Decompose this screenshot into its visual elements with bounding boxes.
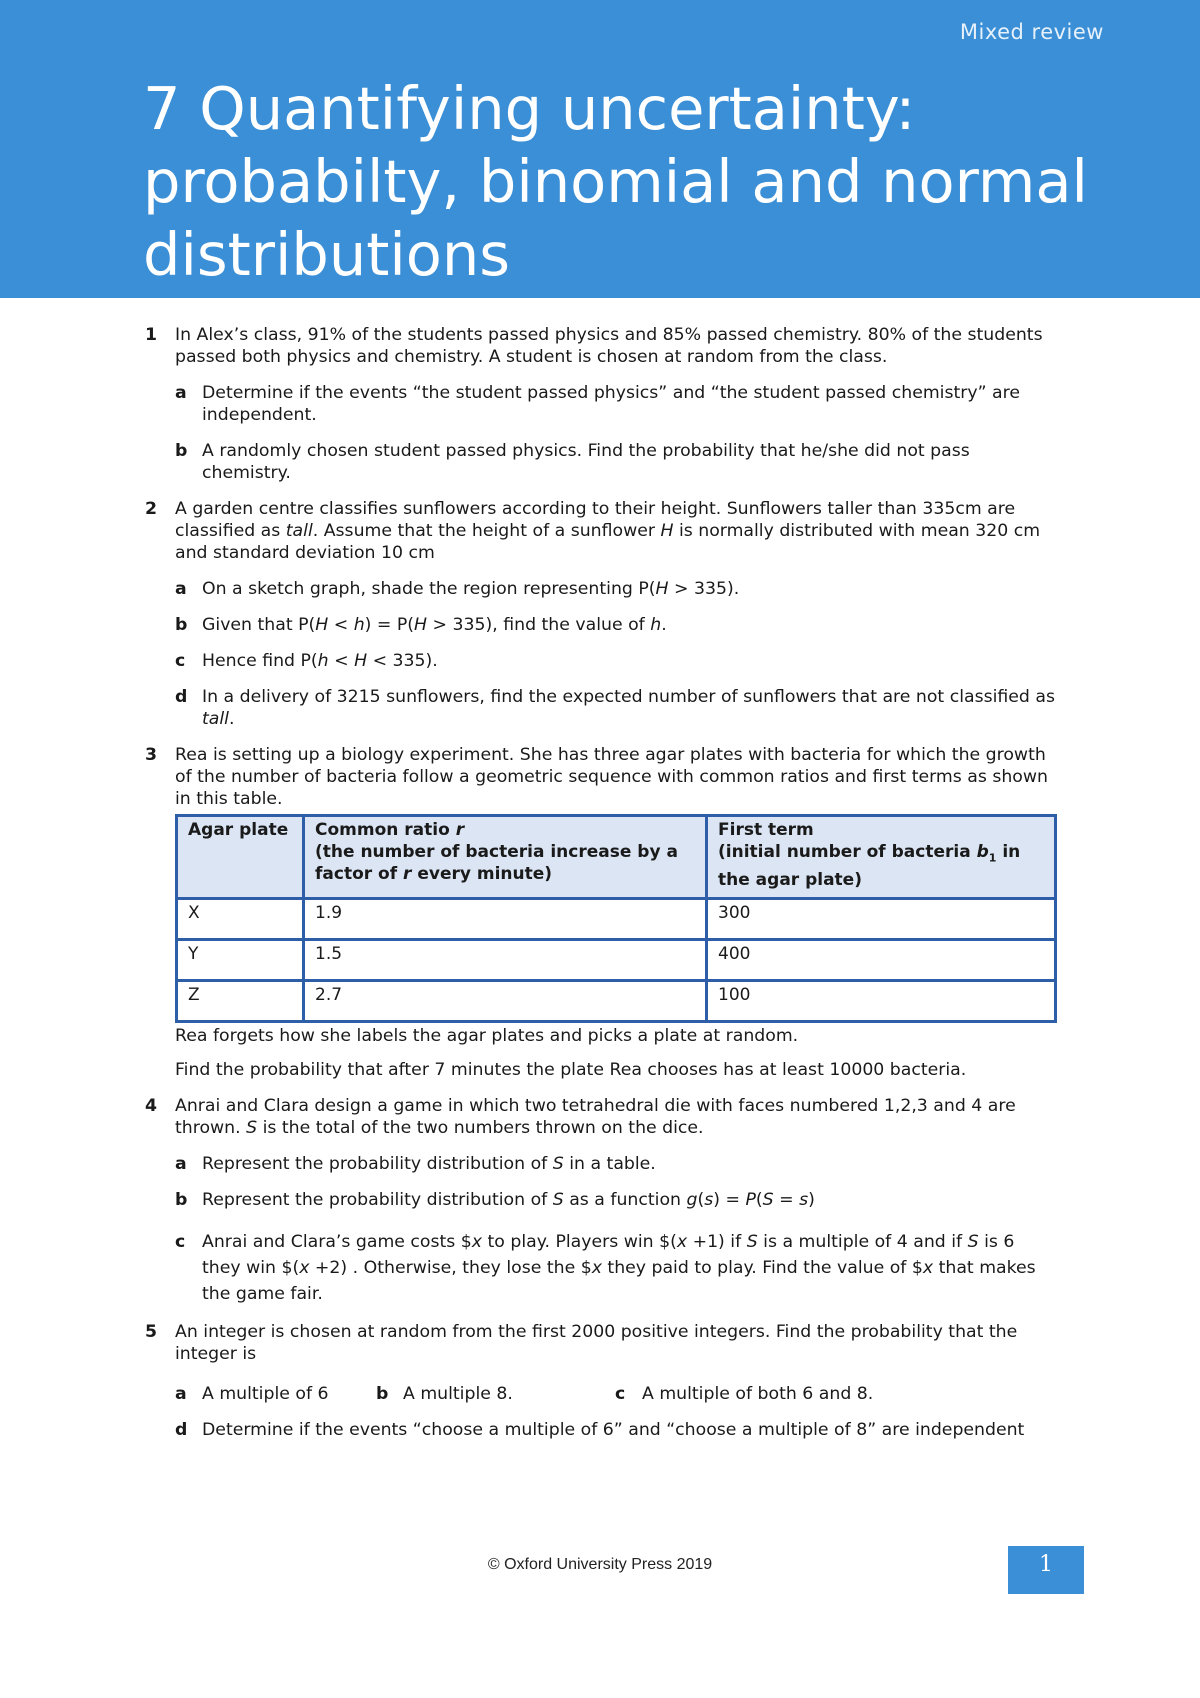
- variable: h: [353, 615, 365, 635]
- variable: s: [704, 1190, 714, 1211]
- header-title: First term: [718, 820, 814, 840]
- variable: x: [922, 1258, 934, 1279]
- question-number: 4: [145, 1096, 158, 1117]
- part-label: b: [175, 615, 188, 635]
- question-3: [145, 744, 1055, 1081]
- header-common-ratio: [304, 816, 707, 899]
- variable: H: [660, 521, 674, 541]
- part-label: a: [175, 1154, 187, 1175]
- part-text: Determine if the events “the student passed physics” and “the student passed chemistry” are independent.: [202, 383, 1020, 425]
- part-b: [175, 440, 1055, 484]
- variable: H: [655, 579, 669, 599]
- variable: s: [799, 1190, 809, 1211]
- header-title: Common ratio: [315, 820, 456, 840]
- question-text: [175, 1095, 1055, 1139]
- text-run: A garden centre classifies sunflowers according to their height. Sunflowers taller than 335cm are classified as: [175, 499, 1016, 541]
- text-run: Given that P(: [202, 615, 316, 635]
- cell-first-term: 100: [707, 981, 1056, 1022]
- part-a: [175, 578, 1055, 600]
- text-run: in a table.: [563, 1154, 656, 1175]
- text-run: is the total of the two numbers thrown on the dice.: [257, 1118, 704, 1139]
- text-run: +1) if: [687, 1232, 747, 1253]
- part-text: [202, 1229, 1055, 1307]
- header-desc: every minute): [411, 864, 553, 884]
- text-run: On a sketch graph, shade the region representing P(: [202, 579, 656, 599]
- text-run: <: [328, 651, 355, 671]
- italic-term: tall: [285, 521, 313, 541]
- text-run: <: [328, 615, 354, 635]
- text-run: is normally distributed with mean 320 cm and standard deviation 10 cm: [175, 521, 1041, 563]
- variable: x: [299, 1258, 310, 1279]
- variable: H: [354, 651, 368, 671]
- variable: S: [246, 1118, 258, 1139]
- variable: S: [967, 1232, 979, 1253]
- text-run: Represent the probability distribution of: [202, 1154, 553, 1175]
- part-c: [615, 1383, 873, 1405]
- part-label: a: [175, 579, 187, 599]
- page-number: 1: [1008, 1546, 1084, 1594]
- variable: r: [455, 820, 465, 840]
- text-run: ) =: [713, 1190, 746, 1211]
- part-d: [175, 1419, 1055, 1441]
- text-run: (: [755, 1190, 763, 1211]
- variable: x: [591, 1258, 602, 1279]
- cell-first-term: 400: [707, 940, 1056, 981]
- text-run: In a delivery of 3215 sunflowers, find the expected number of sunflowers that are not classified as: [202, 687, 1055, 707]
- question-instruction: Find the probability that after 7 minutes the plate Rea chooses has at least 10000 bacteria.: [175, 1060, 967, 1081]
- question-text: An integer is chosen at random from the first 2000 positive integers. Find the probability that the integer is: [175, 1322, 1018, 1365]
- text-run: Anrai and Clara’s game costs $: [202, 1232, 472, 1253]
- text-run: is 6 they win $(: [202, 1232, 1015, 1279]
- header-desc: (initial number of bacteria: [718, 842, 977, 862]
- text-run: > 335).: [668, 579, 740, 599]
- subscript: 1: [988, 851, 997, 865]
- text-run: +2) . Otherwise, they lose the $: [309, 1258, 592, 1279]
- part-label: b: [376, 1384, 389, 1405]
- part-label: d: [175, 687, 188, 707]
- part-text: [202, 686, 1055, 730]
- text-run: is a multiple of 4 and if: [757, 1232, 968, 1253]
- part-a: [175, 382, 1055, 426]
- inline-parts: [175, 1383, 1055, 1405]
- variable: H: [315, 615, 329, 635]
- part-label: d: [175, 1420, 188, 1441]
- text-run: they paid to play. Find the value of $: [601, 1258, 923, 1279]
- variable: h: [317, 651, 329, 671]
- part-text: A multiple of both 6 and 8.: [642, 1384, 874, 1405]
- table-header-row: [177, 816, 1056, 899]
- part-label: c: [175, 651, 186, 671]
- variable: S: [762, 1190, 774, 1211]
- copyright-notice: © Oxford University Press 2019: [487, 1556, 713, 1573]
- part-label: a: [175, 1384, 187, 1405]
- text-run: .: [228, 709, 235, 729]
- part-text: A multiple 8.: [403, 1384, 513, 1405]
- variable: S: [552, 1190, 564, 1211]
- variable: b: [976, 842, 989, 862]
- italic-term: tall: [202, 709, 229, 729]
- variable: x: [676, 1232, 688, 1253]
- part-c: [175, 1229, 1055, 1307]
- text-run: that makes the game fair.: [202, 1258, 1036, 1305]
- question-1: [145, 324, 1055, 484]
- table-row: [177, 899, 1056, 940]
- header-desc: (the number of bacteria increase by a factor of: [315, 842, 678, 884]
- question-text: [175, 498, 1055, 564]
- part-d: [175, 686, 1055, 730]
- text-run: . Assume that the height of a sunflower: [312, 521, 661, 541]
- table-row: [177, 981, 1056, 1022]
- text-run: ): [808, 1190, 815, 1211]
- page-title: 7 Quantifying uncertainty: probabilty, binomial and normal distributions: [143, 74, 1088, 289]
- question-text: Rea is setting up a biology experiment. She has three agar plates with bacteria for which the growth of the number of bacteria follow a geometric sequence with common ratios and first terms as shown in this table.: [175, 745, 1048, 809]
- text-run: as a function: [563, 1190, 687, 1211]
- section-label: Mixed review: [959, 20, 1104, 44]
- cell-ratio: 1.9: [304, 899, 707, 940]
- text-run: ) = P(: [364, 615, 415, 635]
- part-text: [202, 578, 1055, 600]
- part-text: [202, 650, 1055, 672]
- question-number: 3: [145, 745, 158, 765]
- part-text: A multiple of 6: [202, 1384, 329, 1405]
- part-c: [175, 650, 1055, 672]
- part-a: [175, 1383, 376, 1405]
- part-label: c: [615, 1384, 626, 1405]
- cell-plate: Y: [177, 940, 304, 981]
- variable: H: [414, 615, 428, 635]
- text-run: Hence find P(: [202, 651, 318, 671]
- agar-plate-table: [175, 814, 1057, 1023]
- question-text: In Alex’s class, 91% of the students passed physics and 85% passed chemistry. 80% of the students passed both physics and chemistry. A student is chosen at random from the class.: [175, 325, 1043, 367]
- variable: r: [403, 864, 412, 884]
- text-run: Represent the probability distribution of: [202, 1190, 553, 1211]
- header-desc: in the agar plate): [718, 842, 1021, 891]
- text-run: to play. Players win $(: [482, 1232, 677, 1253]
- cell-ratio: 2.7: [304, 981, 707, 1022]
- part-b: [175, 1189, 1055, 1211]
- variable: S: [552, 1154, 564, 1175]
- header-first-term: [707, 816, 1056, 899]
- part-text: [202, 614, 1055, 636]
- part-text: [202, 1189, 1055, 1211]
- question-2: [145, 498, 1055, 730]
- variable: h: [650, 615, 662, 635]
- text-run: < 335).: [367, 651, 438, 671]
- part-b: [175, 614, 1055, 636]
- question-number: 5: [145, 1322, 158, 1343]
- part-text: A randomly chosen student passed physics. Find the probability that he/she did not pass chemistry.: [202, 441, 970, 483]
- table-row: [177, 940, 1056, 981]
- exercise-list: [145, 324, 1055, 1455]
- cell-plate: Z: [177, 981, 304, 1022]
- variable: S: [746, 1232, 758, 1253]
- text-run: =: [773, 1190, 800, 1211]
- part-text: [202, 1153, 1055, 1175]
- variable: g: [686, 1190, 698, 1211]
- cell-plate: X: [177, 899, 304, 940]
- part-a: [175, 1153, 1055, 1175]
- question-number: 2: [145, 499, 158, 519]
- cell-first-term: 300: [707, 899, 1056, 940]
- question-4: [145, 1095, 1055, 1307]
- part-b: [376, 1383, 615, 1405]
- question-5: [145, 1321, 1055, 1441]
- header-agar-plate: Agar plate: [177, 816, 304, 899]
- cell-ratio: 1.5: [304, 940, 707, 981]
- text-run: Anrai and Clara design a game in which two tetrahedral die with faces numbered 1,2,3 and 4 are thrown.: [175, 1096, 1016, 1139]
- variable: P: [745, 1190, 756, 1211]
- part-label: b: [175, 441, 188, 461]
- part-label: b: [175, 1190, 188, 1211]
- question-number: 1: [145, 325, 158, 345]
- part-label: c: [175, 1232, 186, 1253]
- text-run: .: [661, 615, 667, 635]
- question-text-after-table: Rea forgets how she labels the agar plates and picks a plate at random.: [175, 1026, 799, 1047]
- part-label: a: [175, 383, 187, 403]
- variable: x: [471, 1232, 483, 1253]
- text-run: > 335), find the value of: [427, 615, 651, 635]
- part-text: Determine if the events “choose a multiple of 6” and “choose a multiple of 8” are independent: [202, 1420, 1025, 1441]
- text-run: (: [697, 1190, 705, 1211]
